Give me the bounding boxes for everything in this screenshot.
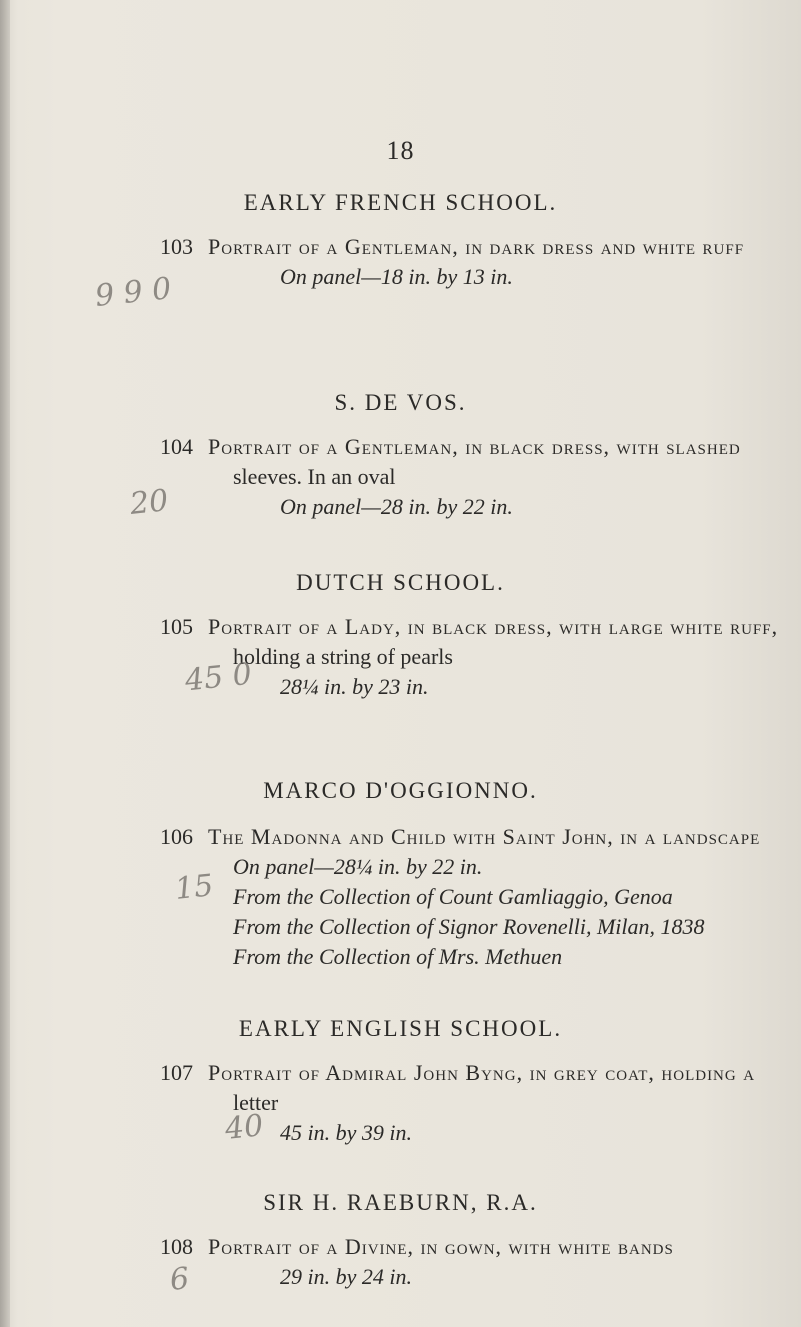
lot-number: 104 (160, 434, 193, 459)
lot-number: 103 (160, 234, 193, 259)
handwritten-annotation: 9 9 0 (93, 271, 173, 314)
lot-106 (160, 822, 780, 972)
handwritten-annotation: 45 0 (183, 656, 254, 699)
lot-103 (160, 232, 780, 292)
section-heading-dutch: DUTCH SCHOOL. (296, 570, 505, 595)
lot-provenance: From the Collection of Signor Rovenelli, Milan, 1838 (233, 914, 705, 939)
lot-detail: On panel—28¼ in. by 22 in. (233, 854, 483, 879)
section-heading-early-english: EARLY ENGLISH SCHOOL. (238, 1016, 563, 1041)
lot-number: 107 (160, 1060, 193, 1085)
lot-detail: 28¼ in. by 23 in. (280, 674, 429, 699)
handwritten-annotation: 6 (168, 1261, 191, 1298)
lot-title: Portrait of a Gentleman, in dark dress and white ruff (208, 234, 745, 259)
lot-number: 106 (160, 824, 193, 849)
lot-title: Portrait of a Gentleman, in black dress, with slashed (208, 434, 741, 459)
section-heading-early-french: EARLY FRENCH SCHOOL. (243, 190, 558, 215)
lot-title-continuation: sleeves. In an oval (233, 464, 396, 489)
lot-title-continuation: letter (233, 1090, 279, 1115)
lot-title: Portrait of a Lady, in black dress, with large white ruff, (208, 614, 779, 639)
lot-provenance: From the Collection of Mrs. Methuen (233, 944, 563, 969)
handwritten-annotation: 40 (223, 1108, 265, 1147)
page-number: 18 (386, 136, 415, 165)
section-heading-marco-doggionno: MARCO D'OGGIONNO. (263, 778, 538, 803)
lot-title: Portrait of Admiral John Byng, in grey coat, holding a (208, 1060, 756, 1085)
lot-detail: On panel—28 in. by 22 in. (280, 494, 513, 519)
handwritten-annotation: 20 (128, 483, 170, 522)
lot-title: The Madonna and Child with Saint John, in a landscape (208, 824, 761, 849)
lot-number: 105 (160, 614, 193, 639)
lot-title: Portrait of a Divine, in gown, with white bands (208, 1234, 674, 1259)
section-heading-de-vos: S. DE VOS. (334, 390, 467, 415)
lot-detail: On panel—18 in. by 13 in. (280, 264, 513, 289)
lot-provenance: From the Collection of Count Gamliaggio, Genoa (233, 884, 673, 909)
lot-title-continuation: holding a string of pearls (233, 644, 453, 669)
lot-detail: 45 in. by 39 in. (280, 1120, 412, 1145)
lot-number: 108 (160, 1234, 193, 1259)
lot-108 (160, 1232, 780, 1292)
section-heading-raeburn: SIR H. RAEBURN, R.A. (263, 1190, 538, 1215)
lot-104 (160, 432, 780, 522)
lot-detail: 29 in. by 24 in. (280, 1264, 412, 1289)
handwritten-annotation: 15 (173, 868, 215, 907)
